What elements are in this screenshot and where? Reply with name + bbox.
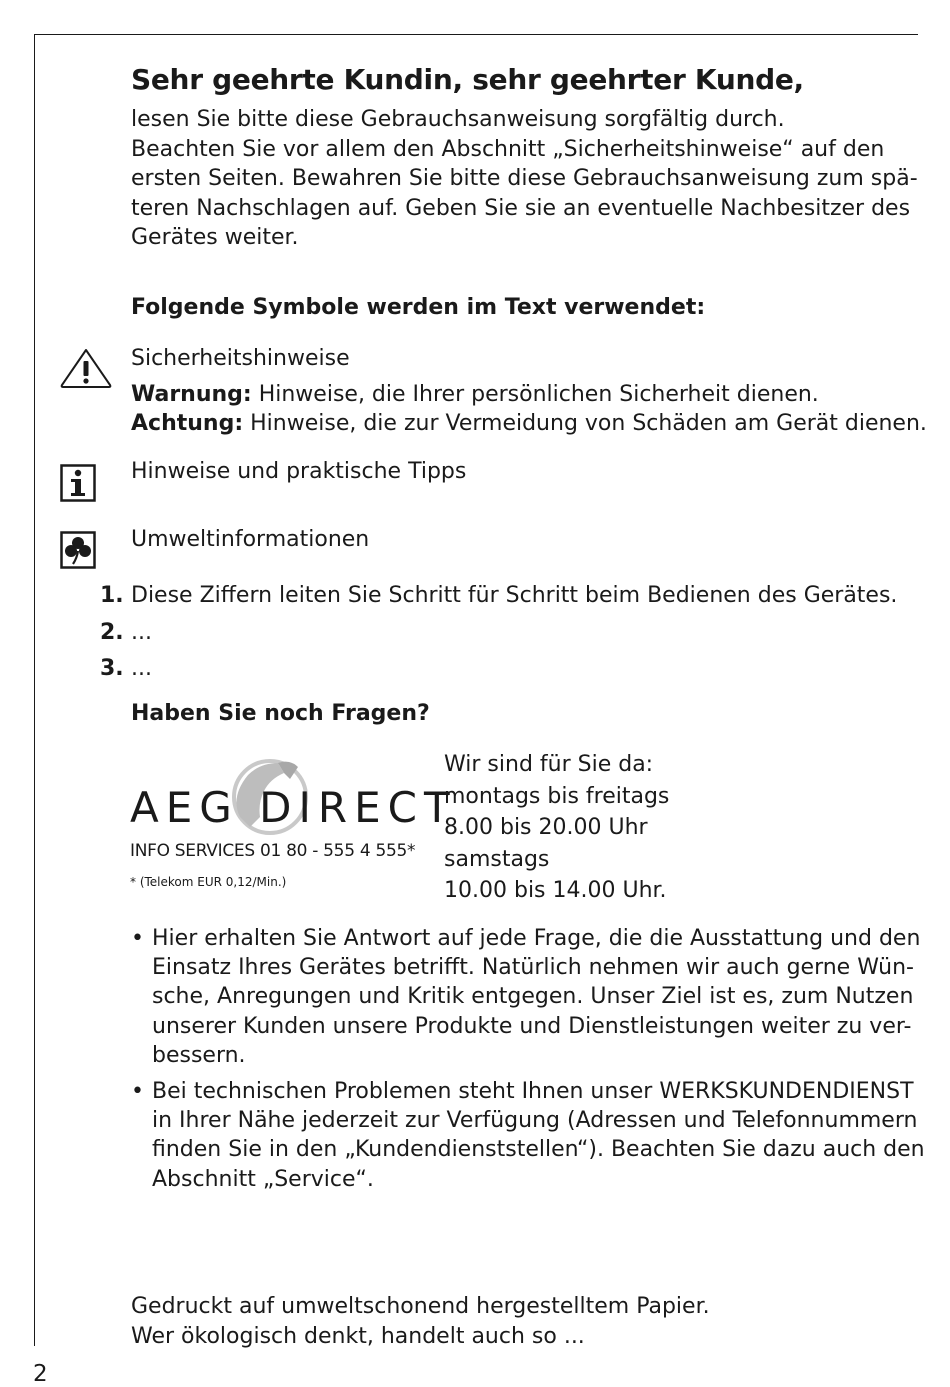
- footer-line: Wer ökologisch denkt, handelt auch so ...: [131, 1323, 585, 1349]
- bullet-line: Einsatz Ihres Gerätes betrifft. Natürlich nehmen wir auch gerne Wün-: [152, 955, 914, 981]
- info-icon: [60, 464, 96, 502]
- step-number: 3.: [100, 656, 124, 681]
- hours-line: montags bis freitags: [444, 783, 670, 809]
- top-rule: [34, 34, 918, 35]
- footer-line: Gedruckt auf umweltschonend hergestelltem Papier.: [131, 1294, 710, 1319]
- step-text: ...: [131, 656, 152, 681]
- bullet-dot: •: [131, 1079, 144, 1105]
- intro-line: Gerätes weiter.: [131, 225, 299, 250]
- bullet-line: Abschnitt „Service“.: [152, 1166, 374, 1192]
- footer-note: [131, 1292, 710, 1351]
- info-label: Hinweise und praktische Tipps: [131, 459, 467, 484]
- bullet-line: Bei technischen Problemen steht Ihnen unser WERKSKUNDENDIENST: [152, 1079, 914, 1105]
- logo-brand: AEG DIRECT: [130, 783, 457, 832]
- caution-term: Achtung:: [131, 411, 244, 436]
- bullet-list: [131, 924, 925, 1201]
- caution-line: [131, 411, 927, 436]
- hours-line: samstags: [444, 846, 550, 872]
- clover-icon: [60, 531, 96, 569]
- bullet-line: bessern.: [152, 1042, 246, 1068]
- questions-heading: Haben Sie noch Fragen?: [131, 701, 430, 726]
- hours-line: Wir sind für Sie da:: [444, 752, 654, 777]
- warning-triangle-icon: [58, 347, 114, 389]
- intro-line: teren Nachschlagen auf. Geben Sie sie an eventuelle Nachbesitzer des: [131, 195, 911, 221]
- bullet-line: sche, Anregungen und Kritik entgegen. Unser Ziel ist es, zum Nutzen: [152, 984, 914, 1010]
- intro-paragraph: [131, 105, 918, 253]
- service-hours: [444, 749, 669, 907]
- caution-text: Hinweise, die zur Vermeidung von Schäden am Gerät dienen.: [243, 411, 927, 436]
- step-number: 2.: [100, 620, 124, 645]
- symbols-heading: Folgende Symbole werden im Text verwendet:: [131, 295, 706, 320]
- warning-term: Warnung:: [131, 382, 252, 407]
- aeg-direct-logo: [130, 757, 457, 897]
- warning-line: [131, 382, 819, 407]
- step-number: 1.: [100, 583, 124, 608]
- bullet-line: in Ihrer Nähe jederzeit zur Verfügung (Adressen und Telefonnummern: [152, 1108, 918, 1134]
- hours-line: 8.00 bis 20.00 Uhr: [444, 815, 648, 840]
- page-number: 2: [33, 1361, 48, 1387]
- bullet-item: [131, 924, 921, 1070]
- logo-footnote: * (Telekom EUR 0,12/Min.): [130, 875, 287, 889]
- bullet-dot: •: [131, 926, 144, 951]
- bullet-item: [131, 1077, 925, 1194]
- intro-line: lesen Sie bitte diese Gebrauchsanweisung sorgfältig durch.: [131, 107, 785, 132]
- page-heading: Sehr geehrte Kundin, sehr geehrter Kunde,: [131, 63, 804, 96]
- environment-label: Umweltinformationen: [131, 527, 370, 552]
- warning-text: Hinweise, die Ihrer persönlichen Sicherheit dienen.: [251, 382, 819, 407]
- intro-line: Beachten Sie vor allem den Abschnitt „Sicherheitshinweise“ auf den: [131, 136, 885, 162]
- left-rule: [34, 34, 35, 1346]
- safety-label: Sicherheitshinweise: [131, 346, 350, 371]
- step-text: ...: [131, 620, 152, 645]
- step-text: Diese Ziffern leiten Sie Schritt für Schritt beim Bedienen des Gerätes.: [131, 583, 898, 608]
- hours-line: 10.00 bis 14.00 Uhr.: [444, 878, 667, 903]
- bullet-line: finden Sie in den „Kundendienststellen“). Beachten Sie dazu auch den: [152, 1137, 925, 1163]
- bullet-line: Hier erhalten Sie Antwort auf jede Frage, die die Ausstattung und den: [152, 926, 921, 951]
- bullet-line: unserer Kunden unsere Produkte und Dienstleistungen weiter zu ver-: [152, 1013, 912, 1039]
- logo-info-line: INFO SERVICES 01 80 - 555 4 555*: [130, 841, 416, 861]
- intro-line: ersten Seiten. Bewahren Sie bitte diese Gebrauchsanweisung zum spä-: [131, 166, 918, 191]
